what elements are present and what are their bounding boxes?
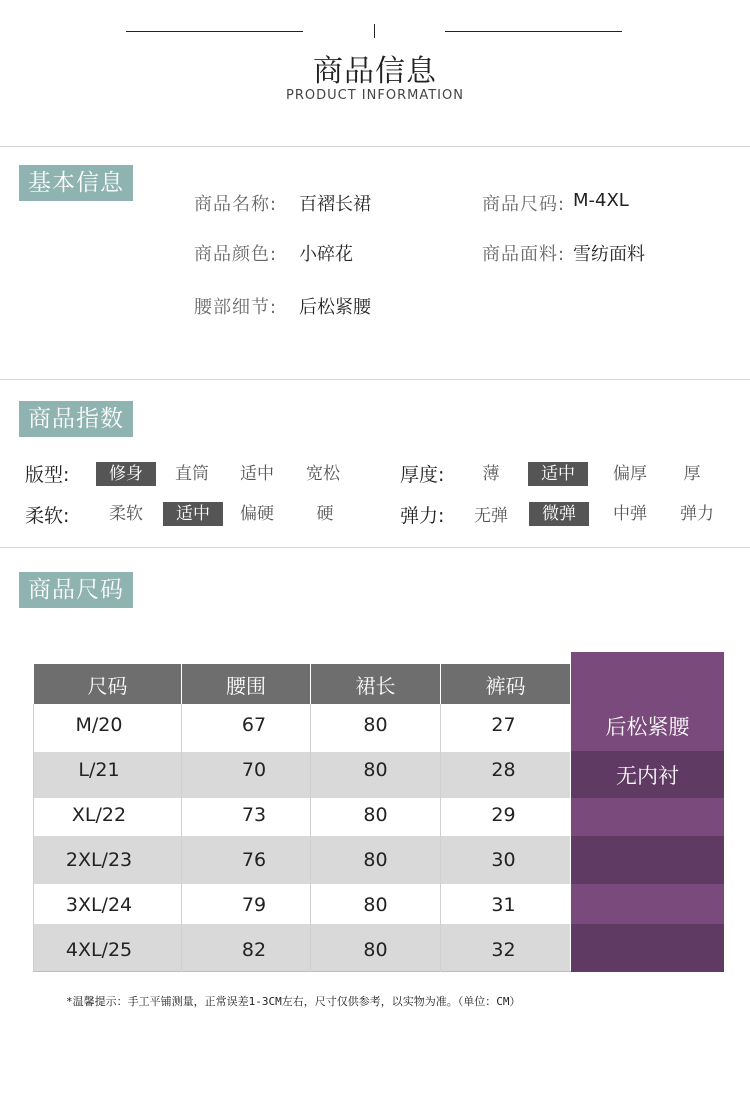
table-header-pants-size: 裤码	[441, 664, 570, 704]
header-separator-2	[310, 664, 311, 704]
header-separator-1	[181, 664, 182, 704]
header-left-line	[126, 31, 303, 32]
table-header-length: 裙长	[311, 664, 440, 704]
side-note-waist: 后松紧腰	[605, 715, 690, 739]
table-cell: 31	[491, 894, 516, 916]
softness-key: 柔软:	[25, 505, 70, 527]
fit-option-slim: 修身	[96, 462, 156, 486]
table-cell: 80	[363, 759, 388, 781]
stretch-key: 弹力:	[400, 505, 445, 527]
header-right-line	[445, 31, 622, 32]
table-cell: 4XL/25	[65, 939, 133, 961]
fit-option-loose: 宽松	[306, 464, 340, 484]
table-cell: 80	[363, 849, 388, 871]
stretch-option-slight: 微弹	[529, 502, 589, 526]
page-title: 商品信息	[313, 54, 437, 89]
field-waist-value: 后松紧腰	[299, 297, 371, 318]
table-cell: 79	[241, 894, 267, 916]
divider-3	[0, 547, 750, 548]
table-header-size: 尺码	[34, 664, 181, 704]
table-cell: L/21	[78, 759, 120, 781]
field-waist-key: 腰部细节:	[194, 297, 278, 318]
field-color-key: 商品颜色:	[194, 244, 278, 265]
thickness-option-medium: 适中	[528, 462, 588, 486]
header-separator-3	[440, 664, 441, 704]
table-cell: 80	[363, 939, 388, 961]
size-note: *温馨提示：手工平铺测量，正常误差1-3CM左右，尺寸仅供参考，以实物为准。（单位：CM）	[66, 995, 521, 1008]
table-cell: 29	[491, 804, 516, 826]
thickness-key: 厚度:	[400, 464, 445, 486]
table-cell: 67	[241, 714, 267, 736]
fit-option-regular: 适中	[240, 464, 274, 484]
table-cell: 80	[363, 714, 388, 736]
side-panel-row-4	[571, 836, 724, 884]
header-center-tick	[374, 24, 375, 38]
table-cell: 28	[491, 759, 516, 781]
field-color-value: 小碎花	[299, 244, 353, 265]
fit-key: 版型:	[25, 464, 70, 486]
thickness-option-thicker: 偏厚	[613, 464, 647, 484]
field-size-key: 商品尺码:	[482, 194, 566, 215]
side-panel-row-5	[571, 884, 724, 924]
field-name-value: 百褶长裙	[299, 194, 371, 215]
softness-option-soft: 柔软	[109, 504, 143, 524]
side-panel-row-3	[571, 798, 724, 836]
thickness-option-thick: 厚	[683, 464, 701, 484]
table-cell: 76	[241, 849, 267, 871]
side-panel-top	[571, 652, 724, 704]
table-cell: 73	[241, 804, 267, 826]
softness-option-stiffer: 偏硬	[240, 504, 274, 524]
field-fabric-value: 雪纺面料	[573, 244, 645, 265]
fit-option-straight: 直筒	[175, 464, 209, 484]
table-cell: M/20	[75, 714, 123, 736]
table-cell: 27	[491, 714, 516, 736]
table-cell: 80	[363, 804, 388, 826]
table-cell: 32	[491, 939, 516, 961]
table-cell: 70	[241, 759, 267, 781]
page-subtitle: PRODUCT INFORMATION	[286, 88, 464, 103]
size-label: 商品尺码	[19, 572, 133, 608]
table-cell: 2XL/23	[65, 849, 133, 871]
field-size-value: M-4XL	[573, 190, 629, 211]
table-cell: 80	[363, 894, 388, 916]
field-fabric-key: 商品面料:	[482, 244, 566, 265]
table-header-waist: 腰围	[182, 664, 310, 704]
side-note-lining: 无内衬	[616, 764, 679, 788]
basic-info-label: 基本信息	[19, 165, 133, 201]
stretch-option-none: 无弹	[474, 506, 508, 526]
field-name-key: 商品名称:	[194, 194, 278, 215]
divider-1	[0, 146, 750, 147]
table-cell: 82	[241, 939, 267, 961]
softness-option-medium: 适中	[163, 502, 223, 526]
stretch-option-high: 弹力	[680, 504, 714, 524]
side-panel-row-6	[571, 924, 724, 972]
table-cell: 3XL/24	[65, 894, 133, 916]
table-cell: 30	[491, 849, 516, 871]
softness-option-hard: 硬	[316, 504, 334, 524]
stretch-option-medium: 中弹	[613, 504, 647, 524]
divider-2	[0, 379, 750, 380]
index-label: 商品指数	[19, 401, 133, 437]
table-cell: XL/22	[71, 804, 127, 826]
thickness-option-thin: 薄	[482, 464, 500, 484]
